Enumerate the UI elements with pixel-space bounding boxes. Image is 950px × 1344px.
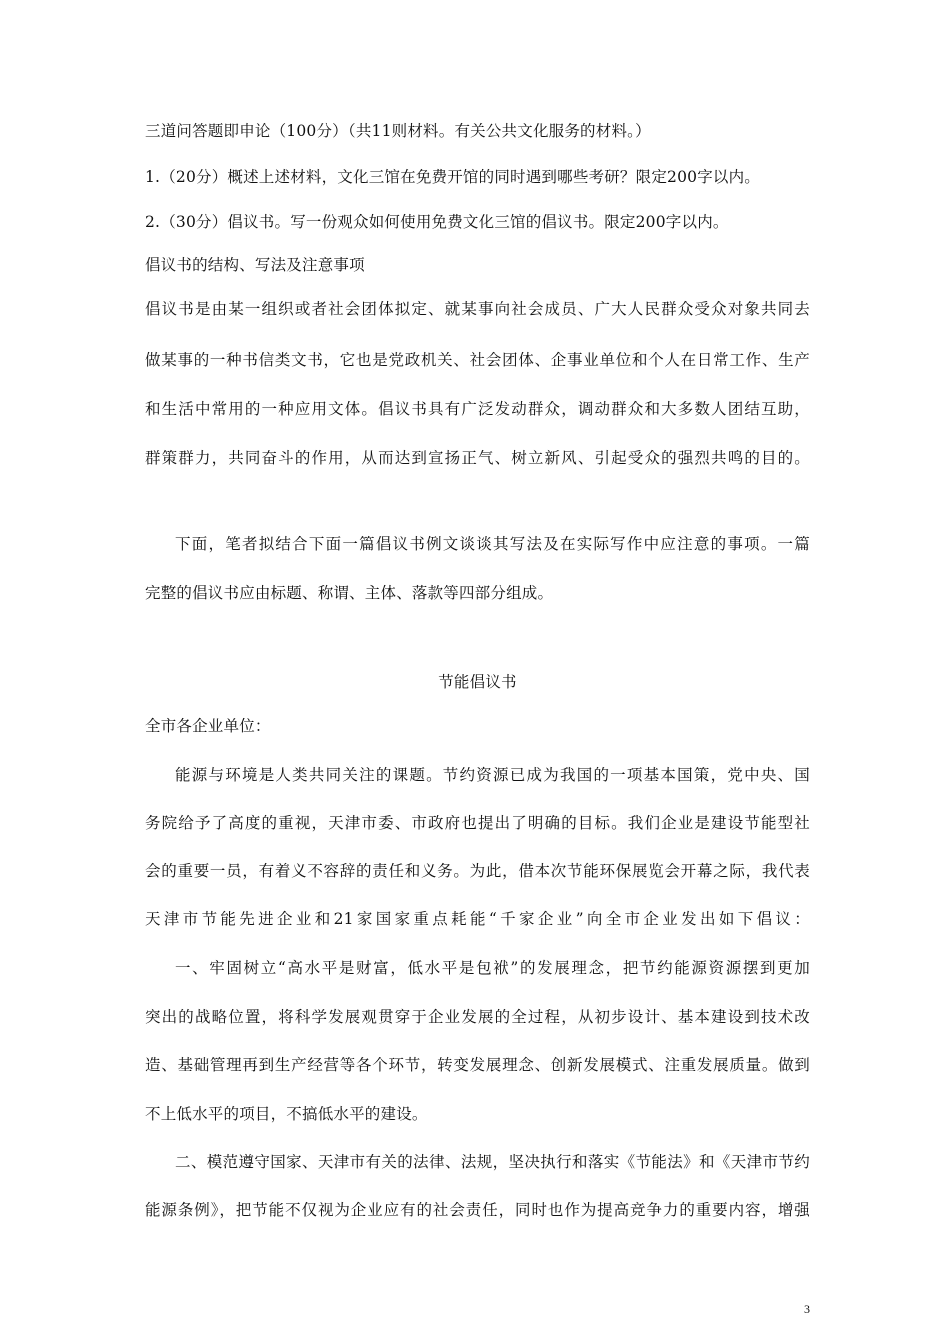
text-line: 完整的倡议书应由标题、称谓、主体、落款等四部分组成。 (145, 584, 554, 602)
text-line: 务院给予了高度的重视，天津市委、市政府也提出了明确的目标。我们企业是建设节能型社 (145, 814, 810, 832)
text-line: 不上低水平的项目，不搞低水平的建设。 (145, 1105, 428, 1123)
text-line: 造、基础管理再到生产经营等各个环节，转变发展理念、创新发展模式、注重发展质量。做到 (145, 1056, 810, 1074)
text-line: 能源条例》，把节能不仅视为企业应有的社会责任，同时也作为提高竞争力的重要内容，增强 (145, 1201, 810, 1219)
salutation: 全市各企业单位： (145, 717, 271, 735)
text-line: 能源与环境是人类共同关注的课题。节约资源已成为我国的一项基本国策，党中央、国 (175, 766, 810, 784)
text-line: 做某事的一种书信类文书，它也是党政机关、社会团体、企事业单位和个人在日常工作、生产 (145, 351, 810, 369)
text-line: 突出的战略位置，将科学发展观贯穿于企业发展的全过程，从初步设计、基本建设到技术改 (145, 1008, 810, 1026)
text-line: 下面，笔者拟结合下面一篇倡议书例文谈谈其写法及在实际写作中应注意的事项。一篇 (175, 535, 810, 553)
text-line: 会的重要一员，有着义不容辞的责任和义务。为此，借本次节能环保展览会开幕之际，我代表 (145, 862, 810, 880)
text-line: 倡议书是由某一组织或者社会团体拟定、就某事向社会成员、广大人民群众受众对象共同去 (145, 300, 810, 318)
text-line: 一、牢固树立“高水平是财富，低水平是包袱”的发展理念，把节约能源资源摆到更加 (175, 959, 810, 977)
text-line: 天津市节能先进企业和21家国家重点耗能“千家企业”向全市企业发出如下倡议： (145, 910, 810, 928)
text-line: 二、模范遵守国家、天津市有关的法律、法规，坚决执行和落实《节能法》和《天津市节约 (175, 1153, 810, 1171)
text-line: 1.（20分）概述上述材料，文化三馆在免费开馆的同时遇到哪些考研？限定200字以内。 (145, 168, 760, 186)
text-line: 群策群力，共同奋斗的作用，从而达到宣扬正气、树立新风、引起受众的强烈共鸣的目的。 (145, 449, 810, 467)
section-heading: 倡议书的结构、写法及注意事项 (145, 256, 365, 274)
text-line: 三道问答题即申论（100分）（共11则材料。有关公共文化服务的材料。） (145, 122, 651, 140)
page-number: 3 (804, 1302, 810, 1316)
text-line: 和生活中常用的一种应用文体。倡议书具有广泛发动群众，调动群众和大多数人团结互助， (145, 400, 810, 418)
text-line: 2.（30分）倡议书。写一份观众如何使用免费文化三馆的倡议书。限定200字以内。 (145, 213, 729, 231)
document-title: 节能倡议书 (438, 673, 517, 691)
